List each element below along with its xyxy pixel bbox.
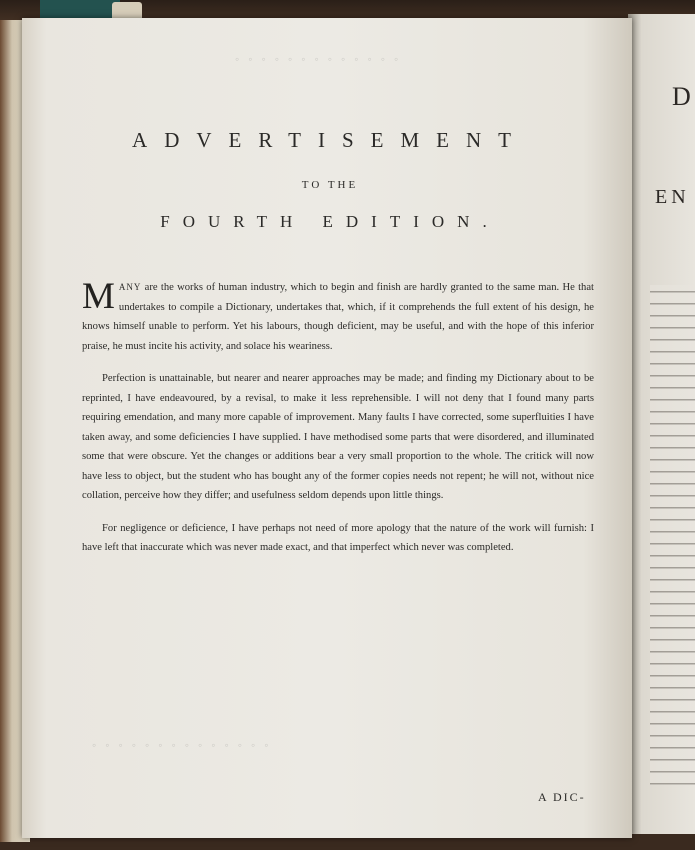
paragraph-1-smallcaps: ANY	[118, 282, 142, 292]
paragraph-3: For negligence or deficience, I have perhaps not need of more apology that the nature of the work will furnish: I have left that inaccurate which was never made exact, and that imperfect which never was completed.	[82, 522, 594, 553]
page-title: ADVERTISEMENT	[132, 128, 528, 152]
drop-cap: M	[82, 276, 115, 317]
facing-page-text-lines	[650, 285, 695, 785]
book-cover-edge	[40, 0, 120, 18]
paragraph-2: Perfection is unattainable, but nearer and nearer approaches may be made; and finding my Dictionary about to be reprinted, I have endeavoured, by a revisal, to make it less reprehensible. I will not deny that I found many parts requiring emendation, and many more capable of improvement. Many faults I have corrected, some superfluities I have taken away, and some deficiencies I have supplied. I have methodised some parts that were disordered, and illuminated some that were obscure. Yet the changes or additions bear a very small proportion to the whole. The critick will now have less to object, but the student who has bought any of the former copies needs not repent; he will not, without nice collation, perceive how they differ; and usefulness seldom depends upon little things.	[82, 373, 594, 501]
edition-title: FOURTH EDITION.	[160, 212, 500, 231]
paragraph-1-text: are the works of human industry, which to begin and finish are hardly granted to the same man. He that undertakes to compile a Dictionary, undertakes that, which, if it comprehends the full extent of his design, he knows himself unable to perform. Yet his labours, though deficient, may be useful, and with the hope of this inferior praise, he must incite his activity, and solace his weariness.	[82, 282, 594, 352]
show-through-text-bottom: ◦ ◦ ◦ ◦ ◦ ◦ ◦ ◦ ◦ ◦ ◦ ◦ ◦ ◦	[92, 738, 272, 752]
catchword: A DIC-	[538, 790, 586, 804]
facing-page-letters-mid: EN	[655, 186, 690, 208]
facing-page-letter-top: D	[672, 82, 695, 111]
paragraph-1	[82, 278, 594, 356]
advertisement-body	[82, 278, 594, 571]
page-subtitle: TO THE	[301, 179, 359, 191]
show-through-text-top: ◦ ◦ ◦ ◦ ◦ ◦ ◦ ◦ ◦ ◦ ◦ ◦ ◦	[235, 52, 402, 66]
